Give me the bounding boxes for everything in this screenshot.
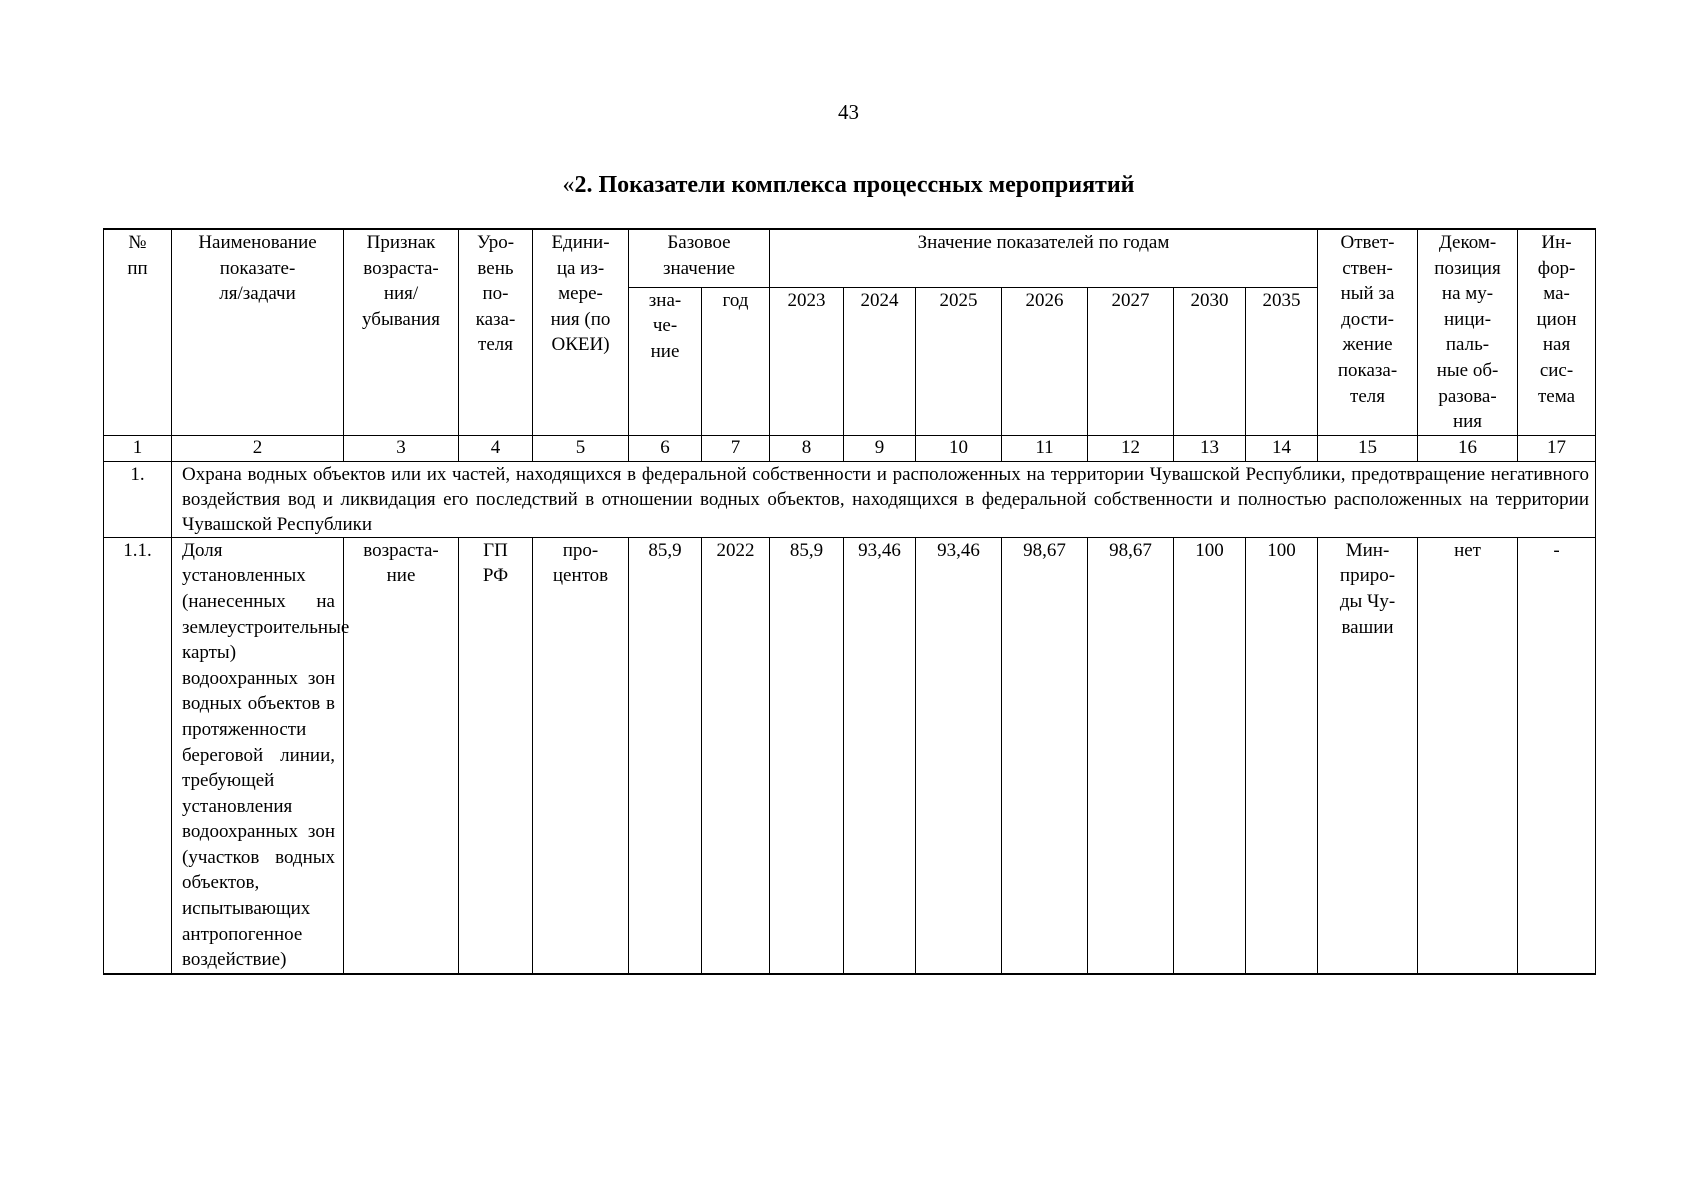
column-number: 10 xyxy=(916,435,1002,461)
table-row xyxy=(104,537,1596,974)
section-row xyxy=(104,461,1596,537)
row-value-2026: 98,67 xyxy=(1002,537,1088,974)
column-numbers-row xyxy=(104,435,1596,461)
column-number: 13 xyxy=(1174,435,1246,461)
header-year-2035: 2035 xyxy=(1246,287,1318,435)
header-info-system: Ин- фор- ма- цион ная сис- тема xyxy=(1518,229,1596,435)
column-number: 14 xyxy=(1246,435,1318,461)
row-responsible: Мин- приро- ды Чу- вашии xyxy=(1318,537,1418,974)
header-decomposition: Деком- позиция на му- ници- паль- ные об- разова- ния xyxy=(1418,229,1518,435)
row-unit: про- центов xyxy=(533,537,629,974)
column-number: 15 xyxy=(1318,435,1418,461)
column-number: 2 xyxy=(172,435,344,461)
indicators-table xyxy=(103,228,1596,975)
header-trend: Признак возраста- ния/ убывания xyxy=(344,229,459,435)
header-num: № пп xyxy=(104,229,172,435)
header-year-2023: 2023 xyxy=(770,287,844,435)
header-base-value: зна- че- ние xyxy=(629,287,702,435)
header-unit: Едини- ца из- мере- ния (по ОКЕИ) xyxy=(533,229,629,435)
row-value-2024: 93,46 xyxy=(844,537,916,974)
column-number: 12 xyxy=(1088,435,1174,461)
header-year-2030: 2030 xyxy=(1174,287,1246,435)
title-quote: « xyxy=(562,172,575,198)
column-number: 7 xyxy=(702,435,770,461)
row-value-2027: 98,67 xyxy=(1088,537,1174,974)
row-value-2025: 93,46 xyxy=(916,537,1002,974)
column-number: 4 xyxy=(459,435,533,461)
section-num: 1. xyxy=(104,461,172,537)
header-year-2026: 2026 xyxy=(1002,287,1088,435)
header-year-2025: 2025 xyxy=(916,287,1002,435)
row-info-system: - xyxy=(1518,537,1596,974)
column-number: 8 xyxy=(770,435,844,461)
page-number: 43 xyxy=(838,100,859,124)
title-text: 2. Показатели комплекса процессных мероприятий xyxy=(574,172,1135,198)
row-value-2030: 100 xyxy=(1174,537,1246,974)
column-number: 5 xyxy=(533,435,629,461)
header-year-2027: 2027 xyxy=(1088,287,1174,435)
header-responsible: Ответ- ствен- ный за дости- жение показа- теля xyxy=(1318,229,1418,435)
column-number: 16 xyxy=(1418,435,1518,461)
header-base-year: год xyxy=(702,287,770,435)
row-level: ГП РФ xyxy=(459,537,533,974)
row-indicator-name: Доля установленных (нанесенных на землеустроительные карты) водоохранных зон водных объектов в протяженности береговой линии, требующей установления водоохранных зон (участков водных объектов, испытывающих антропогенное воздействие) xyxy=(172,537,344,974)
column-number: 17 xyxy=(1518,435,1596,461)
row-num: 1.1. xyxy=(104,537,172,974)
section-text: Охрана водных объектов или их частей, находящихся в федеральной собственности и расположенных на территории Чувашской Республики, предотвращение негативного воздействия вод и ликвидация его последствий в отношении водных объектов, находящихся в федеральной собственности и полностью расположенных на территории Чувашской Республики xyxy=(172,461,1596,537)
column-number: 1 xyxy=(104,435,172,461)
row-base-year: 2022 xyxy=(702,537,770,974)
header-years-group: Значение показателей по годам xyxy=(770,229,1318,287)
column-number: 9 xyxy=(844,435,916,461)
column-number: 6 xyxy=(629,435,702,461)
row-value-2035: 100 xyxy=(1246,537,1318,974)
row-trend: возраста- ние xyxy=(344,537,459,974)
row-base-value: 85,9 xyxy=(629,537,702,974)
header-year-2024: 2024 xyxy=(844,287,916,435)
header-level: Уро- вень по- каза- теля xyxy=(459,229,533,435)
column-number: 11 xyxy=(1002,435,1088,461)
row-value-2023: 85,9 xyxy=(770,537,844,974)
header-row-1 xyxy=(104,229,1596,287)
header-name: Наименование показате- ля/задачи xyxy=(172,229,344,435)
column-number: 3 xyxy=(344,435,459,461)
section-title xyxy=(0,172,1697,199)
header-base: Базовое значение xyxy=(629,229,770,287)
row-decomposition: нет xyxy=(1418,537,1518,974)
